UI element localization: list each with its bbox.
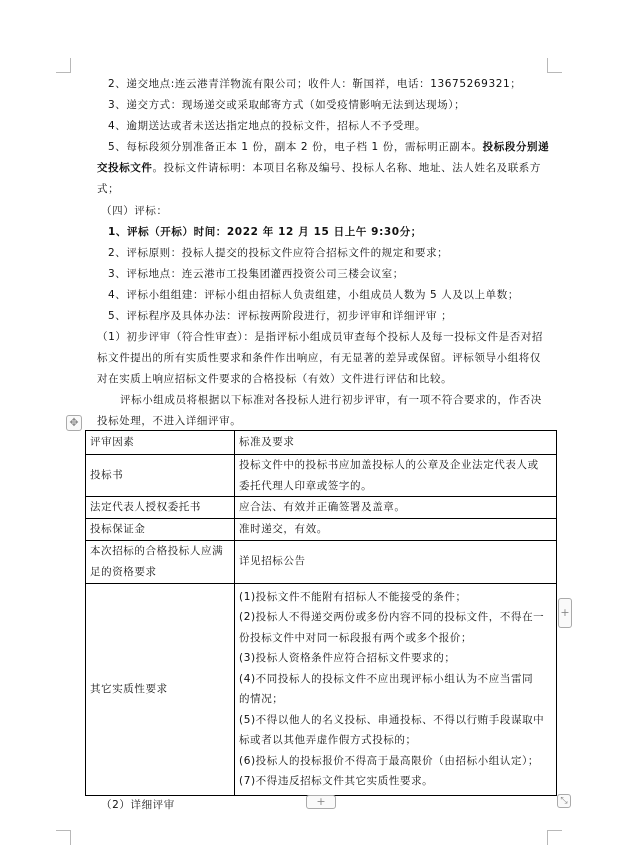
text: 标文件提出的所有实质性要求和条件作出响应，有无显著的差异或保留。评标领导小组将仅 (97, 352, 541, 364)
text: 4、评标小组组建：评标小组由招标人负责组建，小组成员人数为 5 人及以上单数； (108, 289, 519, 301)
paragraph-line (108, 267, 404, 281)
text: （四）评标： (101, 205, 168, 217)
paragraph-line (108, 288, 519, 302)
requirement-cell[interactable] (235, 431, 557, 455)
requirement-line: 份投标文件中对同一标段报有两个或多个报价； (239, 631, 473, 644)
bold-text: 投标段分别递 (482, 141, 550, 153)
paragraph-line (97, 330, 543, 344)
requirement-line: (3)投标人资格条件应符合招标文件要求的； (239, 652, 456, 664)
requirement-cell[interactable] (235, 497, 557, 519)
paragraph-line (108, 225, 422, 239)
requirement-line: 准时递交，有效。 (239, 522, 328, 535)
text: 对在实质上响应招标文件要求的合格投标（有效）文件进行评估和比较。 (97, 373, 453, 385)
text: 投标处理，不进入详细评审。 (97, 415, 242, 427)
requirement-line: (4)不同投标人的投标文件不应出现评标小组认为不应当雷同 (239, 672, 534, 685)
paragraph-line (97, 182, 119, 196)
text: 式； (97, 183, 120, 195)
add-column-button[interactable]: + (558, 598, 572, 628)
margin-mark-top-right (547, 58, 562, 73)
margin-mark-bottom-left (56, 830, 71, 845)
paragraph-line (108, 309, 452, 323)
paragraph-line (97, 372, 452, 386)
paragraph-line (97, 414, 241, 428)
paragraph-line (108, 140, 549, 154)
requirement-cell[interactable] (235, 583, 557, 795)
table-row (86, 455, 557, 497)
requirement-line: (2)投标人不得递交两份或多份内容不同的投标文件，不得在一 (239, 611, 545, 623)
text: 5、每标段须分别准备正本 1 份，副本 2 份，电子档 1 份，需标明正副本。 (108, 141, 483, 153)
requirement-line: (1)投标文件不能附有招标人不能接受的条件； (239, 590, 467, 603)
paragraph-line (108, 119, 426, 133)
table-row (86, 497, 557, 519)
text: 3、评标地点：连云港市工投集团灌西投资公司三楼会议室； (108, 268, 404, 280)
text: 5、评标程序及具体办法：评标按两阶段进行，初步评审和详细评审 ； (108, 310, 453, 322)
factor-cell[interactable]: 投标保证金 (86, 518, 235, 540)
factor-cell[interactable]: 投标书 (86, 455, 235, 497)
requirement-line: 标或者以其他弄虚作假方式投标的； (239, 734, 417, 746)
requirement-line: 的情况； (239, 693, 284, 705)
bold-text: 交投标文件 (97, 162, 153, 174)
paragraph-line (101, 204, 168, 218)
requirement-line: 应合法、有效并正确签署及盖章。 (239, 501, 406, 513)
evaluation-table[interactable] (85, 430, 557, 796)
requirement-cell[interactable] (235, 518, 557, 540)
bold-text: 1、评标（开标）时间：2022 年 12 月 15 日上午 9:30分； (108, 226, 422, 238)
margin-mark-top-left (56, 58, 71, 73)
requirement-line: 详见招标公告 (239, 555, 306, 568)
text: 3、递交方式：现场递交或采取邮寄方式（如受疫情影响无法到达现场）； (108, 99, 466, 111)
table-resize-handle[interactable]: ⤡ (557, 794, 571, 808)
table-move-handle[interactable]: ✥ (66, 415, 82, 431)
requirement-line: 投标文件中的投标书应加盖投标人的公章及企业法定代表人或 (239, 459, 539, 471)
table-row (86, 431, 557, 455)
text: 4、逾期送达或者未送达指定地点的投标文件，招标人不予受理。 (108, 120, 427, 132)
paragraph-line (108, 77, 521, 91)
requirement-line: 标准及要求 (239, 436, 295, 449)
paragraph-line (97, 161, 541, 175)
text: 评标小组成员将根据以下标准对各投标人进行初步评审，有一项不符合要求的，作否决 (120, 394, 542, 406)
factor-cell[interactable]: 其它实质性要求 (86, 583, 235, 795)
text: 。投标文件请标明：本项目名称及编号、投标人名称、地址、法人姓名及联系方 (152, 162, 541, 174)
factor-cell[interactable]: 法定代表人授权委托书 (86, 497, 235, 519)
paragraph-line (108, 246, 448, 260)
margin-mark-bottom-right (547, 830, 562, 845)
paragraph-line (108, 98, 465, 112)
requirement-line: 委托代理人印章或签字的。 (239, 479, 373, 492)
add-row-button[interactable]: + (306, 795, 336, 809)
paragraph-line (97, 351, 541, 365)
requirement-line: (6)投标人的投标报价不得高于最高限价（由招标小组认定）； (239, 754, 540, 767)
table-row (86, 583, 557, 795)
paragraph-line (120, 393, 542, 407)
detailed-review-heading: （2）详细评审 (101, 799, 175, 811)
table-row (86, 540, 557, 583)
factor-cell[interactable]: 评审因素 (86, 431, 235, 455)
requirement-line: (5)不得以他人的名义投标、串通投标、不得以行贿手段谋取中 (239, 713, 545, 726)
text: （1）初步评审（符合性审查）：是指评标小组成员审查每个投标人及每一投标文件是否对招 (97, 331, 544, 343)
requirement-line: (7)不得违反招标文件其它实质性要求。 (239, 775, 434, 787)
text: 2、递交地点:连云港青洋物流有限公司；收件人：靳国祥，电话：13675269321； (108, 78, 522, 90)
table-row (86, 518, 557, 540)
requirement-cell[interactable] (235, 540, 557, 583)
requirement-cell[interactable] (235, 455, 557, 497)
text: 2、评标原则：投标人提交的投标文件应符合招标文件的规定和要求； (108, 247, 449, 259)
factor-cell[interactable]: 本次招标的合格投标人应满足的资格要求 (86, 540, 235, 583)
